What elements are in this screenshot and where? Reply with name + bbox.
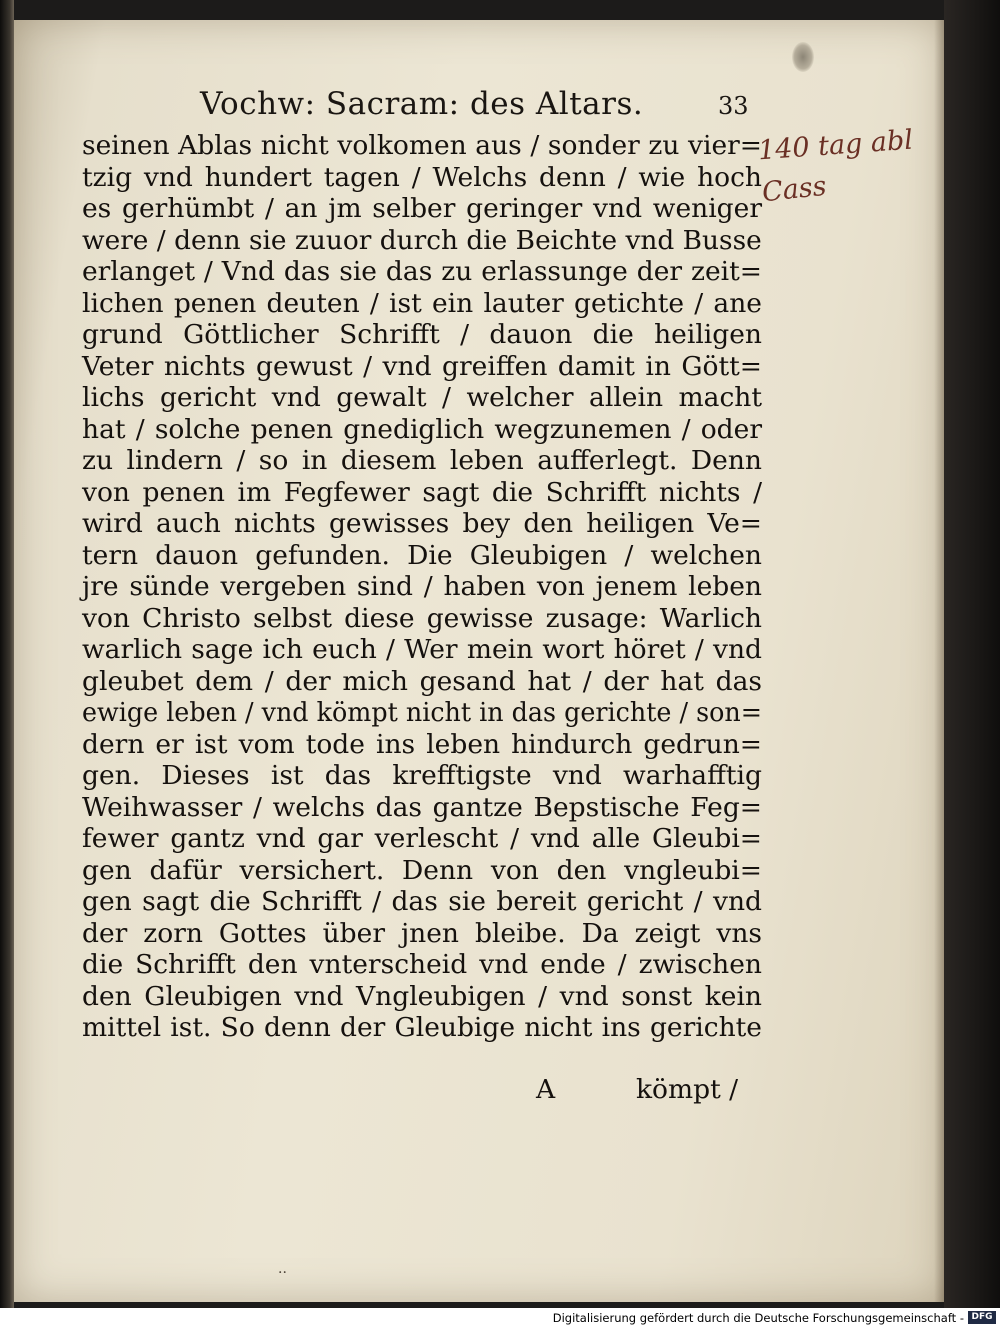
text-line: Weihwasser / welchs das gantze Bepstische Feg= xyxy=(82,791,762,823)
text-line: zu lindern / so in diesem leben aufferlegt. Denn xyxy=(82,445,762,476)
text-line: hat / solche penen gnediglich wegzunemen / oder xyxy=(82,413,762,445)
marginal-note-line: Cass xyxy=(760,170,828,209)
catchword: kömpt / xyxy=(636,1074,739,1105)
page-edge-shadow xyxy=(934,20,944,1302)
text-line: gen sagt die Schrifft / das sie bereit gericht / vnd xyxy=(82,886,762,917)
text-line: gleubet dem / der mich gesand hat / der hat das xyxy=(82,665,762,697)
text-line: dern er ist vom tode ins leben hindurch gedrun= xyxy=(82,728,762,760)
text-line: grund Göttlicher Schrifft / dauon die heiligen xyxy=(82,319,762,350)
text-line: wird auch nichts gewisses bey den heiligen Ve= xyxy=(82,508,762,539)
facing-page-shadow xyxy=(944,0,1000,1308)
dfg-logo: DFG xyxy=(968,1311,996,1324)
page-smudge: ·· xyxy=(278,1265,287,1281)
page-number: 33 xyxy=(718,92,749,120)
text-line: were / denn sie zuuor durch die Beichte vnd Busse xyxy=(82,224,762,256)
funding-credit: Digitalisierung gefördert durch die Deutsche Forschungsgemeinschaft - xyxy=(552,1311,964,1325)
text-line: tzig vnd hundert tagen / Welchs denn / wie hoch xyxy=(82,161,762,193)
text-line: von Christo selbst diese gewisse zusage: Warlich xyxy=(82,602,762,634)
book-spine-shadow xyxy=(0,0,14,1308)
text-line: gen dafür versichert. Denn von den vngleubi= xyxy=(82,854,762,886)
text-line: Veter nichts gewust / vnd greiffen damit in Gött= xyxy=(82,350,762,382)
text-line: jre sünde vergeben sind / haben von jenem leben xyxy=(82,571,762,602)
handwritten-marginal-note xyxy=(757,124,918,240)
text-line: es gerhümbt / an jm selber geringer vnd weniger xyxy=(82,193,762,224)
text-line: mittel ist. So denn der Gleubige nicht ins gerichte xyxy=(82,1012,762,1043)
text-line: warlich sage ich euch / Wer mein wort höret / vnd xyxy=(82,634,762,665)
text-line: die Schrifft den vnterscheid vnd ende / zwischen xyxy=(82,949,762,980)
text-line: ewige leben / vnd kömpt nicht in das gerichte / son= xyxy=(82,697,763,728)
text-line: lichen penen deuten / ist ein lauter getichte / ane xyxy=(82,287,762,319)
text-line: tern dauon gefunden. Die Gleubigen / welchen xyxy=(82,539,762,571)
text-line: den Gleubigen vnd Vngleubigen / vnd sonst kein xyxy=(82,980,762,1012)
text-line: lichs gericht vnd gewalt / welcher allein macht xyxy=(82,382,762,413)
text-line: gen. Dieses ist das krefftigste vnd warhafftig xyxy=(82,760,762,791)
text-line: von penen im Fegfewer sagt die Schrifft nichts / xyxy=(82,476,762,508)
catchword-row xyxy=(536,1074,766,1108)
running-head: Vochw: Sacram: des Altars. xyxy=(200,86,644,122)
text-line: erlanget / Vnd das sie das zu erlassunge der zeit= xyxy=(82,256,762,287)
text-line: der zorn Gottes über jnen bleibe. Da zeigt vns xyxy=(82,917,762,949)
marginal-note-line: 140 tag abl xyxy=(757,124,914,167)
text-line: seinen Ablas nicht volkomen aus / sonder zu vier= xyxy=(82,130,762,161)
text-line: fewer gantz vnd gar verlescht / vnd alle Gleubi= xyxy=(82,823,762,854)
signature-mark: A xyxy=(536,1074,556,1105)
ink-blot xyxy=(792,42,814,72)
footer-bar xyxy=(0,1308,1000,1328)
body-text xyxy=(82,130,762,1044)
